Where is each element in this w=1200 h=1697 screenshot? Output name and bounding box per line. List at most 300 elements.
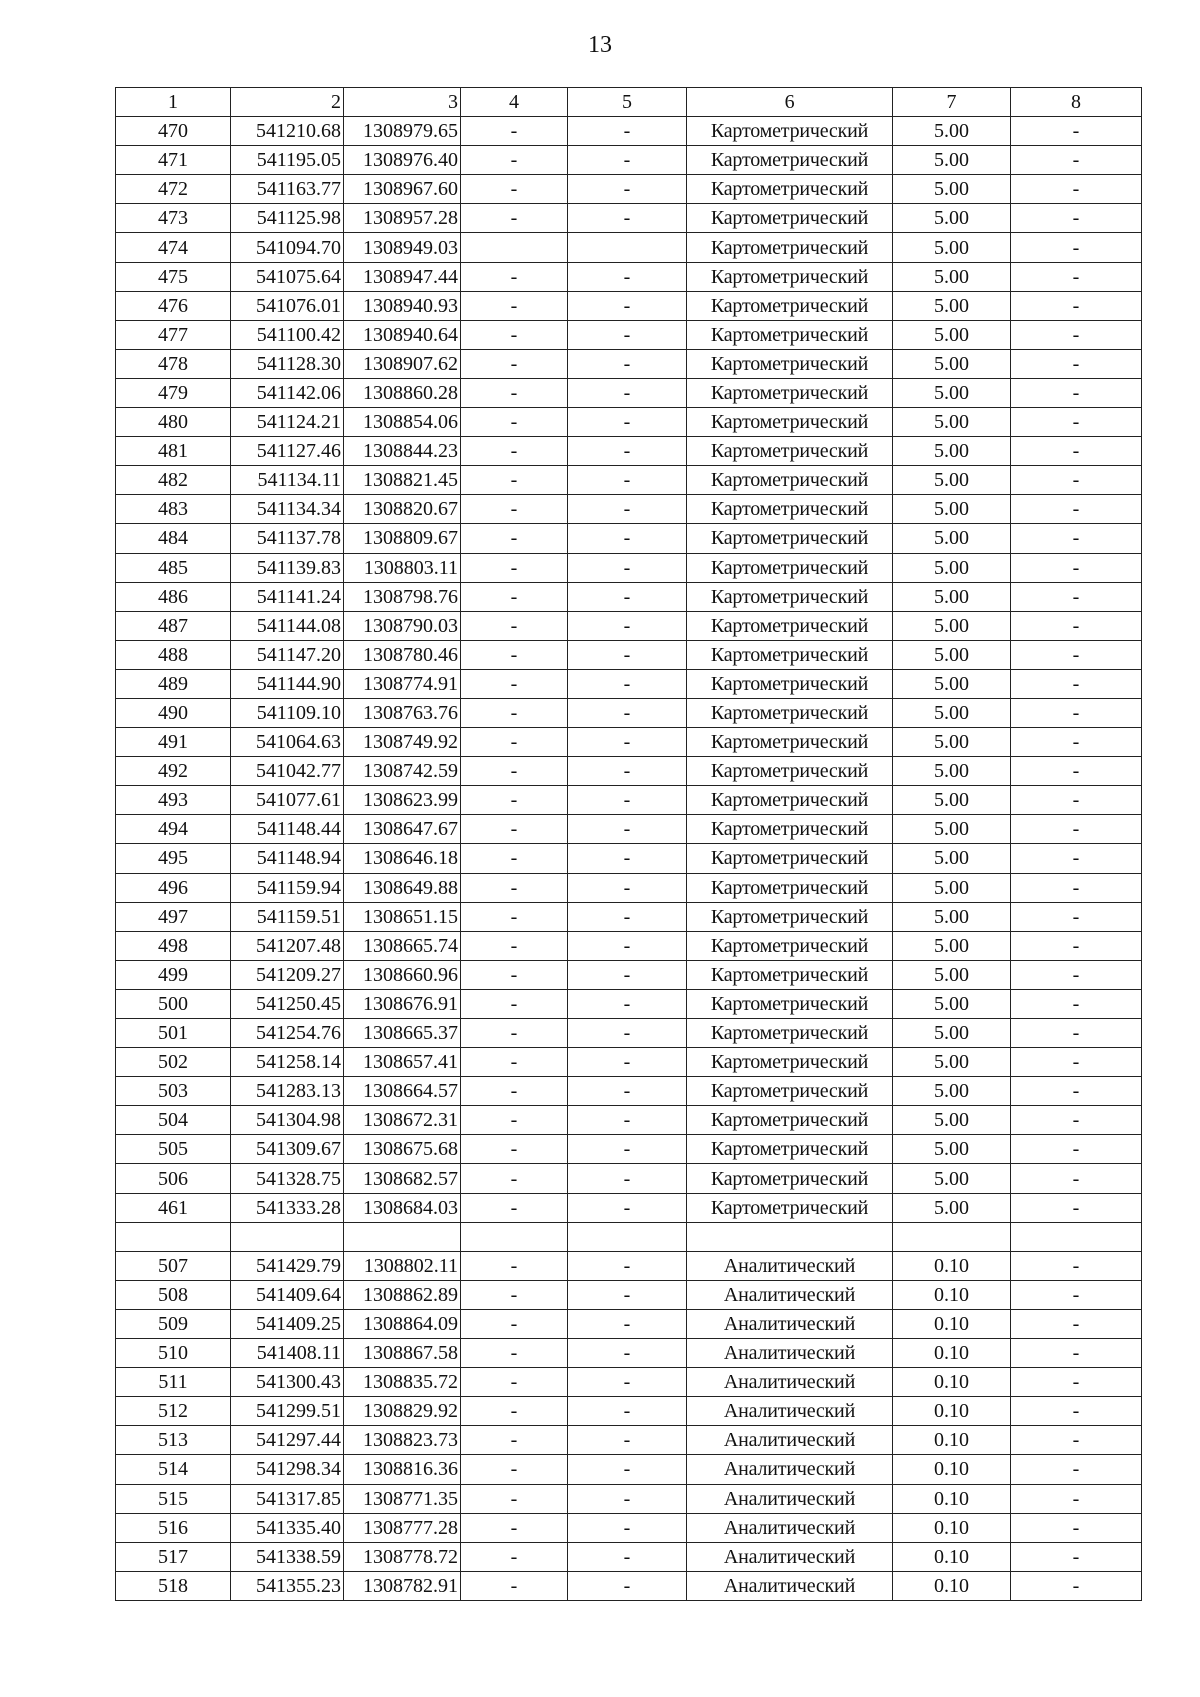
table-cell-col-1: 480 (116, 408, 231, 437)
table-cell-col-4: - (461, 786, 568, 815)
table-cell-col-4: - (461, 611, 568, 640)
table-cell-col-7: 5.00 (893, 553, 1011, 582)
table-cell-col-5: - (568, 1251, 687, 1280)
table-cell-col-5: - (568, 466, 687, 495)
table-row (116, 1339, 1142, 1368)
table-cell-col-2: 541300.43 (231, 1368, 344, 1397)
table-cell-col-4: - (461, 117, 568, 146)
table-cell-col-2: 541333.28 (231, 1193, 344, 1222)
table-cell-col-2: 541209.27 (231, 960, 344, 989)
table-cell-col-3: 1308820.67 (344, 495, 461, 524)
table-cell-col-2: 541076.01 (231, 291, 344, 320)
table-cell-col-3: 1308684.03 (344, 1193, 461, 1222)
table-row (116, 1542, 1142, 1571)
table-cell-col-3: 1308742.59 (344, 757, 461, 786)
table-cell-col-6: Аналитический (687, 1571, 893, 1600)
table-cell-col-8: - (1011, 175, 1142, 204)
table-cell-col-5: - (568, 611, 687, 640)
table-cell-col-7: 5.00 (893, 495, 1011, 524)
table-cell-col-5: - (568, 669, 687, 698)
table-cell-col-4: - (461, 1397, 568, 1426)
table-cell-col-5: - (568, 524, 687, 553)
table-row (116, 466, 1142, 495)
table-cell-col-6: Аналитический (687, 1339, 893, 1368)
table-cell-col-6: Картометрический (687, 466, 893, 495)
table-row (116, 1135, 1142, 1164)
table-cell-col-2: 541128.30 (231, 349, 344, 378)
table-cell-col-6: Картометрический (687, 582, 893, 611)
table-cell-col-4: - (461, 989, 568, 1018)
table-cell-col-2: 541075.64 (231, 262, 344, 291)
table-cell-col-3 (344, 1222, 461, 1251)
table-cell-col-3: 1308798.76 (344, 582, 461, 611)
table-cell-col-1: 481 (116, 437, 231, 466)
table-cell-col-1: 489 (116, 669, 231, 698)
table-row (116, 611, 1142, 640)
table-cell-col-5: - (568, 582, 687, 611)
table-cell-col-8: - (1011, 1280, 1142, 1309)
table-cell-col-4: - (461, 1280, 568, 1309)
table-row (116, 1222, 1142, 1251)
table-row (116, 437, 1142, 466)
table-cell-col-5: - (568, 408, 687, 437)
table-cell-col-4: - (461, 349, 568, 378)
table-cell-col-3: 1308802.11 (344, 1251, 461, 1280)
table-cell-col-7 (893, 1222, 1011, 1251)
table-row (116, 582, 1142, 611)
table-cell-col-8: - (1011, 1309, 1142, 1338)
table-cell-col-5: - (568, 1106, 687, 1135)
table-cell-col-5: - (568, 378, 687, 407)
table-cell-col-2: 541125.98 (231, 204, 344, 233)
table-cell-col-7: 0.10 (893, 1426, 1011, 1455)
table-row (116, 204, 1142, 233)
table-cell-col-2: 541355.23 (231, 1571, 344, 1600)
table-row (116, 408, 1142, 437)
table-cell-col-6: Картометрический (687, 757, 893, 786)
table-cell-col-5: - (568, 844, 687, 873)
table-cell-col-1: 500 (116, 989, 231, 1018)
table-cell-col-6 (687, 1222, 893, 1251)
table-cell-col-1 (116, 1222, 231, 1251)
table-cell-col-4: - (461, 291, 568, 320)
table-cell-col-2: 541042.77 (231, 757, 344, 786)
table-cell-col-4 (461, 233, 568, 262)
table-cell-col-1: 511 (116, 1368, 231, 1397)
table-cell-col-6: Аналитический (687, 1484, 893, 1513)
table-row (116, 524, 1142, 553)
table-row (116, 1309, 1142, 1338)
table-cell-col-4: - (461, 1193, 568, 1222)
table-cell-col-1: 486 (116, 582, 231, 611)
table-cell-col-7: 5.00 (893, 378, 1011, 407)
table-cell-col-2: 541328.75 (231, 1164, 344, 1193)
table-cell-col-6: Картометрический (687, 989, 893, 1018)
table-cell-col-4: - (461, 553, 568, 582)
table-cell-col-3: 1308778.72 (344, 1542, 461, 1571)
table-cell-col-4: - (461, 960, 568, 989)
table-cell-col-3: 1308809.67 (344, 524, 461, 553)
table-cell-col-5: - (568, 262, 687, 291)
table-row (116, 931, 1142, 960)
table-cell-col-1: 509 (116, 1309, 231, 1338)
table-cell-col-5 (568, 233, 687, 262)
table-cell-col-3: 1308651.15 (344, 902, 461, 931)
table-row (116, 757, 1142, 786)
table-cell-col-2: 541148.44 (231, 815, 344, 844)
table-cell-col-6: Картометрический (687, 1164, 893, 1193)
table-row (116, 960, 1142, 989)
table-cell-col-8: - (1011, 1455, 1142, 1484)
table-cell-col-8: - (1011, 204, 1142, 233)
table-cell-col-8: - (1011, 931, 1142, 960)
table-cell-col-3: 3 (344, 88, 461, 117)
table-cell-col-2: 541299.51 (231, 1397, 344, 1426)
table-cell-col-3: 1308835.72 (344, 1368, 461, 1397)
table-cell-col-3: 1308623.99 (344, 786, 461, 815)
table-cell-col-8: - (1011, 146, 1142, 175)
table-cell-col-1: 513 (116, 1426, 231, 1455)
table-cell-col-3: 1308675.68 (344, 1135, 461, 1164)
table-cell-col-4: - (461, 1019, 568, 1048)
table-cell-col-4: - (461, 262, 568, 291)
table-cell-col-2: 541064.63 (231, 728, 344, 757)
table-cell-col-8: - (1011, 437, 1142, 466)
table-row (116, 378, 1142, 407)
table-cell-col-7: 0.10 (893, 1455, 1011, 1484)
table-cell-col-8: - (1011, 960, 1142, 989)
table-cell-col-6: Картометрический (687, 262, 893, 291)
table-cell-col-7: 5.00 (893, 1164, 1011, 1193)
table-cell-col-3: 1308749.92 (344, 728, 461, 757)
table-cell-col-7: 5.00 (893, 349, 1011, 378)
table-cell-col-1: 508 (116, 1280, 231, 1309)
table-cell-col-7: 5.00 (893, 1019, 1011, 1048)
table-cell-col-6: Картометрический (687, 698, 893, 727)
table-cell-col-3: 1308790.03 (344, 611, 461, 640)
table-cell-col-8: - (1011, 117, 1142, 146)
table-cell-col-6: Аналитический (687, 1513, 893, 1542)
table-cell-col-6: Картометрический (687, 291, 893, 320)
table-row (116, 1019, 1142, 1048)
table-cell-col-5: 5 (568, 88, 687, 117)
table-cell-col-8: - (1011, 408, 1142, 437)
table-cell-col-8: - (1011, 728, 1142, 757)
table-cell-col-5: - (568, 1397, 687, 1426)
table-cell-col-1: 505 (116, 1135, 231, 1164)
table-row (116, 844, 1142, 873)
table-cell-col-6: Картометрический (687, 117, 893, 146)
table-cell-col-6: Картометрический (687, 844, 893, 873)
table-cell-col-5: - (568, 1513, 687, 1542)
table-cell-col-5: - (568, 320, 687, 349)
table-cell-col-8: 8 (1011, 88, 1142, 117)
table-cell-col-4: - (461, 175, 568, 204)
table-cell-col-1: 502 (116, 1048, 231, 1077)
table-cell-col-3: 1308957.28 (344, 204, 461, 233)
table-cell-col-5: - (568, 1077, 687, 1106)
table-cell-col-5: - (568, 989, 687, 1018)
table-row (116, 873, 1142, 902)
table-cell-col-3: 1308763.76 (344, 698, 461, 727)
table-cell-col-4: - (461, 1309, 568, 1338)
table-cell-col-6: Картометрический (687, 786, 893, 815)
table-cell-col-4: - (461, 1455, 568, 1484)
table-cell-col-4: - (461, 1571, 568, 1600)
table-cell-col-8: - (1011, 495, 1142, 524)
table-cell-col-4: - (461, 698, 568, 727)
table-cell-col-7: 5.00 (893, 117, 1011, 146)
table-cell-col-3: 1308947.44 (344, 262, 461, 291)
table-cell-col-7: 5.00 (893, 320, 1011, 349)
table-cell-col-3: 1308976.40 (344, 146, 461, 175)
table-cell-col-3: 1308771.35 (344, 1484, 461, 1513)
table-cell-col-3: 1308676.91 (344, 989, 461, 1018)
table-cell-col-8: - (1011, 291, 1142, 320)
table-cell-col-1: 483 (116, 495, 231, 524)
table-cell-col-1: 477 (116, 320, 231, 349)
table-cell-col-1: 495 (116, 844, 231, 873)
table-cell-col-1: 493 (116, 786, 231, 815)
table-cell-col-8: - (1011, 757, 1142, 786)
table-cell-col-1: 494 (116, 815, 231, 844)
table-cell-col-3: 1308682.57 (344, 1164, 461, 1193)
table-row (116, 1164, 1142, 1193)
table-cell-col-4: - (461, 640, 568, 669)
table-cell-col-3: 1308940.93 (344, 291, 461, 320)
table-cell-col-1: 497 (116, 902, 231, 931)
table-cell-col-7: 5.00 (893, 1193, 1011, 1222)
table-cell-col-5: - (568, 437, 687, 466)
table-cell-col-3: 1308940.64 (344, 320, 461, 349)
table-cell-col-5: - (568, 931, 687, 960)
table-cell-col-8: - (1011, 1397, 1142, 1426)
table-cell-col-5: - (568, 1309, 687, 1338)
table-cell-col-7: 5.00 (893, 1048, 1011, 1077)
table-cell-col-8: - (1011, 1077, 1142, 1106)
table-cell-col-4: - (461, 1368, 568, 1397)
table-cell-col-4: - (461, 437, 568, 466)
table-cell-col-2: 541409.25 (231, 1309, 344, 1338)
table-cell-col-4: - (461, 378, 568, 407)
table-cell-col-7: 0.10 (893, 1513, 1011, 1542)
table-cell-col-2: 541147.20 (231, 640, 344, 669)
table-cell-col-2: 541298.34 (231, 1455, 344, 1484)
table-cell-col-8: - (1011, 320, 1142, 349)
table-cell-col-5: - (568, 175, 687, 204)
table-cell-col-2: 541195.05 (231, 146, 344, 175)
table-cell-col-5: - (568, 757, 687, 786)
table-cell-col-7: 5.00 (893, 582, 1011, 611)
table-cell-col-8: - (1011, 1251, 1142, 1280)
table-cell-col-2: 541258.14 (231, 1048, 344, 1077)
table-cell-col-6: Картометрический (687, 408, 893, 437)
table-cell-col-7: 5.00 (893, 524, 1011, 553)
table-cell-col-3: 1308657.41 (344, 1048, 461, 1077)
table-cell-col-1: 1 (116, 88, 231, 117)
table-cell-col-3: 1308646.18 (344, 844, 461, 873)
table-cell-col-8: - (1011, 582, 1142, 611)
table-cell-col-2: 541094.70 (231, 233, 344, 262)
table-cell-col-6: Картометрический (687, 553, 893, 582)
table-cell-col-2: 541139.83 (231, 553, 344, 582)
table-cell-col-7: 0.10 (893, 1368, 1011, 1397)
table-cell-col-7: 0.10 (893, 1397, 1011, 1426)
table-row (116, 815, 1142, 844)
table-cell-col-2: 541144.90 (231, 669, 344, 698)
table-cell-col-7: 0.10 (893, 1251, 1011, 1280)
table-cell-col-4: - (461, 1426, 568, 1455)
table-cell-col-5: - (568, 1164, 687, 1193)
table-cell-col-6: Аналитический (687, 1280, 893, 1309)
table-cell-col-4: - (461, 1251, 568, 1280)
table-cell-col-8: - (1011, 873, 1142, 902)
table-cell-col-6: Картометрический (687, 931, 893, 960)
table-cell-col-8: - (1011, 902, 1142, 931)
table-cell-col-4: - (461, 1077, 568, 1106)
table-cell-col-1: 484 (116, 524, 231, 553)
table-cell-col-6: Картометрический (687, 146, 893, 175)
table-cell-col-2: 541100.42 (231, 320, 344, 349)
table-cell-col-3: 1308672.31 (344, 1106, 461, 1135)
table-cell-col-3: 1308777.28 (344, 1513, 461, 1542)
table-cell-col-5: - (568, 728, 687, 757)
table-header-row (116, 88, 1142, 117)
table-cell-col-1: 487 (116, 611, 231, 640)
table-cell-col-1: 503 (116, 1077, 231, 1106)
table-cell-col-8: - (1011, 1542, 1142, 1571)
table-cell-col-7: 5.00 (893, 175, 1011, 204)
table-cell-col-2: 541309.67 (231, 1135, 344, 1164)
table-cell-col-7: 5.00 (893, 1106, 1011, 1135)
table-cell-col-3: 1308829.92 (344, 1397, 461, 1426)
table-cell-col-2: 541207.48 (231, 931, 344, 960)
table-cell-col-1: 492 (116, 757, 231, 786)
table-row (116, 291, 1142, 320)
table-cell-col-3: 1308949.03 (344, 233, 461, 262)
table-cell-col-7: 5.00 (893, 873, 1011, 902)
table-cell-col-7: 5.00 (893, 815, 1011, 844)
table-cell-col-8: - (1011, 815, 1142, 844)
table-cell-col-3: 1308774.91 (344, 669, 461, 698)
table-cell-col-5: - (568, 698, 687, 727)
table-cell-col-4: - (461, 320, 568, 349)
table-cell-col-1: 479 (116, 378, 231, 407)
table-row (116, 117, 1142, 146)
table-cell-col-4: - (461, 1135, 568, 1164)
table-cell-col-3: 1308664.57 (344, 1077, 461, 1106)
table-cell-col-6: Картометрический (687, 204, 893, 233)
table-cell-col-6: Картометрический (687, 815, 893, 844)
table-cell-col-6: Картометрический (687, 960, 893, 989)
table-cell-col-1: 470 (116, 117, 231, 146)
table-cell-col-1: 485 (116, 553, 231, 582)
table-cell-col-6: Аналитический (687, 1309, 893, 1338)
table-row (116, 1455, 1142, 1484)
table-cell-col-5: - (568, 1484, 687, 1513)
table-cell-col-5: - (568, 146, 687, 175)
table-cell-col-7: 5.00 (893, 233, 1011, 262)
table-cell-col-7: 5.00 (893, 728, 1011, 757)
table-cell-col-3: 1308782.91 (344, 1571, 461, 1600)
table-cell-col-7: 5.00 (893, 960, 1011, 989)
table-cell-col-3: 1308854.06 (344, 408, 461, 437)
table-cell-col-8: - (1011, 349, 1142, 378)
table-cell-col-4: - (461, 902, 568, 931)
table-cell-col-4: - (461, 1513, 568, 1542)
table-cell-col-4: - (461, 757, 568, 786)
table-cell-col-5: - (568, 960, 687, 989)
table-row (116, 1280, 1142, 1309)
table-cell-col-4: - (461, 1048, 568, 1077)
table-cell-col-2: 541250.45 (231, 989, 344, 1018)
table-cell-col-5: - (568, 1339, 687, 1368)
table-cell-col-1: 498 (116, 931, 231, 960)
table-cell-col-3: 1308979.65 (344, 117, 461, 146)
table-cell-col-7: 0.10 (893, 1484, 1011, 1513)
table-row (116, 1077, 1142, 1106)
table-cell-col-7: 0.10 (893, 1571, 1011, 1600)
table-row (116, 320, 1142, 349)
table-row (116, 902, 1142, 931)
table-cell-col-6: Аналитический (687, 1251, 893, 1280)
table-cell-col-5: - (568, 1280, 687, 1309)
table-cell-col-8: - (1011, 1426, 1142, 1455)
table-cell-col-6: Картометрический (687, 1019, 893, 1048)
table-cell-col-7: 5.00 (893, 786, 1011, 815)
table-cell-col-7: 0.10 (893, 1542, 1011, 1571)
table-cell-col-3: 1308862.89 (344, 1280, 461, 1309)
table-cell-col-5: - (568, 1368, 687, 1397)
table-cell-col-4: - (461, 844, 568, 873)
table-cell-col-1: 474 (116, 233, 231, 262)
table-cell-col-5: - (568, 640, 687, 669)
table-row (116, 1368, 1142, 1397)
table-cell-col-3: 1308665.37 (344, 1019, 461, 1048)
table-row (116, 1193, 1142, 1222)
table-cell-col-2: 541124.21 (231, 408, 344, 437)
table-cell-col-5: - (568, 553, 687, 582)
table-cell-col-1: 517 (116, 1542, 231, 1571)
table-cell-col-2: 541077.61 (231, 786, 344, 815)
table-body (116, 88, 1142, 1601)
table-cell-col-2 (231, 1222, 344, 1251)
table-cell-col-1: 476 (116, 291, 231, 320)
table-cell-col-1: 506 (116, 1164, 231, 1193)
table-cell-col-8 (1011, 1222, 1142, 1251)
table-row (116, 1484, 1142, 1513)
table-cell-col-8: - (1011, 698, 1142, 727)
table-cell-col-8: - (1011, 1135, 1142, 1164)
table-cell-col-3: 1308660.96 (344, 960, 461, 989)
table-cell-col-3: 1308821.45 (344, 466, 461, 495)
table-cell-col-5: - (568, 1571, 687, 1600)
table-cell-col-4: - (461, 931, 568, 960)
table-row (116, 1106, 1142, 1135)
table-cell-col-4 (461, 1222, 568, 1251)
table-row (116, 786, 1142, 815)
table-cell-col-1: 512 (116, 1397, 231, 1426)
table-cell-col-2: 541283.13 (231, 1077, 344, 1106)
table-cell-col-5: - (568, 1135, 687, 1164)
table-row (116, 495, 1142, 524)
table-row (116, 349, 1142, 378)
table-cell-col-3: 1308967.60 (344, 175, 461, 204)
table-row (116, 233, 1142, 262)
table-cell-col-3: 1308780.46 (344, 640, 461, 669)
table-cell-col-3: 1308649.88 (344, 873, 461, 902)
table-cell-col-4: - (461, 408, 568, 437)
